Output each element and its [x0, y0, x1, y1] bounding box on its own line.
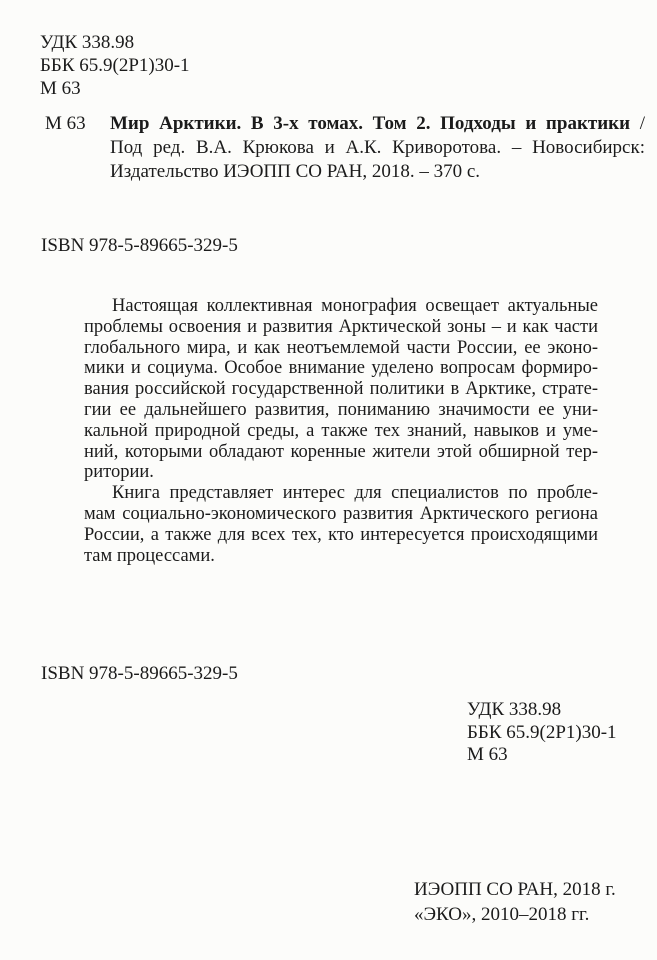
annotation-line: гии ее дальнейшего развития, пониманию значимости ее уни-	[84, 399, 598, 420]
bibliographic-entry	[45, 112, 645, 184]
bib-publisher-line: Издательство ИЭОПП СО РАН, 2018. – 370 с.	[110, 161, 481, 182]
annotation-line: России, а также для всех тех, кто интересуется происходящими	[84, 524, 598, 545]
annotation-line: мам социально-экономического развития Арктического региона	[84, 503, 598, 524]
bib-index-code: М 63	[45, 113, 86, 134]
copyright-imprint	[414, 878, 616, 927]
annotation-line: вания российской государственной политики в Арктике, страте-	[84, 379, 598, 400]
annotation-line: проблемы освоения и развития Арктической зоны – и как части	[84, 316, 598, 337]
isbn-bottom: ISBN 978-5-89665-329-5	[41, 663, 238, 684]
annotation-paragraph-1	[84, 296, 598, 483]
classification-code-line: ББК 65.9(2Р1)30-1	[467, 721, 617, 743]
imprint-line: «ЭКО», 2010–2018 гг.	[414, 903, 590, 925]
classification-code-line: М 63	[467, 744, 508, 765]
bib-editors-line: Под ред. В.А. Крюкова и А.К. Криворотова. – Новосибирск:	[110, 137, 645, 158]
annotation-line: Книга представляет интерес для специалистов по пробле-	[112, 483, 598, 504]
isbn-top: ISBN 978-5-89665-329-5	[41, 235, 238, 256]
bib-title-line	[110, 112, 645, 136]
classification-codes-bottom	[467, 699, 617, 767]
bib-title-suffix: /	[639, 113, 646, 134]
imprint-line: ИЭОПП СО РАН, 2018 г.	[414, 879, 616, 900]
classification-code-line: УДК 338.98	[467, 699, 562, 720]
bib-description	[110, 112, 645, 184]
classification-code-line: УДК 338.98	[40, 32, 135, 53]
annotation-line: Настоящая коллективная монография освещает актуальные	[112, 296, 598, 316]
classification-code-line: М 63	[40, 78, 81, 99]
annotation-line: ний, которыми обладают коренные жители этой обширной тер-	[84, 441, 598, 462]
annotation-line: кальной природной среды, а также тех знаний, навыков и уме-	[84, 420, 598, 441]
annotation-line: мики и социума. Особое внимание уделено вопросам формиро-	[84, 358, 598, 379]
annotation-line: там процессами.	[84, 545, 215, 566]
annotation-paragraph-2	[84, 483, 598, 566]
classification-code-line: ББК 65.9(2Р1)30-1	[40, 55, 190, 76]
bib-title-bold: Мир Арктики. В 3-х томах. Том 2. Подходы и практики	[110, 113, 631, 134]
classification-codes-top	[40, 31, 190, 100]
annotation-block	[84, 296, 598, 566]
annotation-line: ритории.	[84, 462, 154, 483]
annotation-line: глобального мира, и как неотъемлемой части России, ее эконо-	[84, 337, 598, 358]
